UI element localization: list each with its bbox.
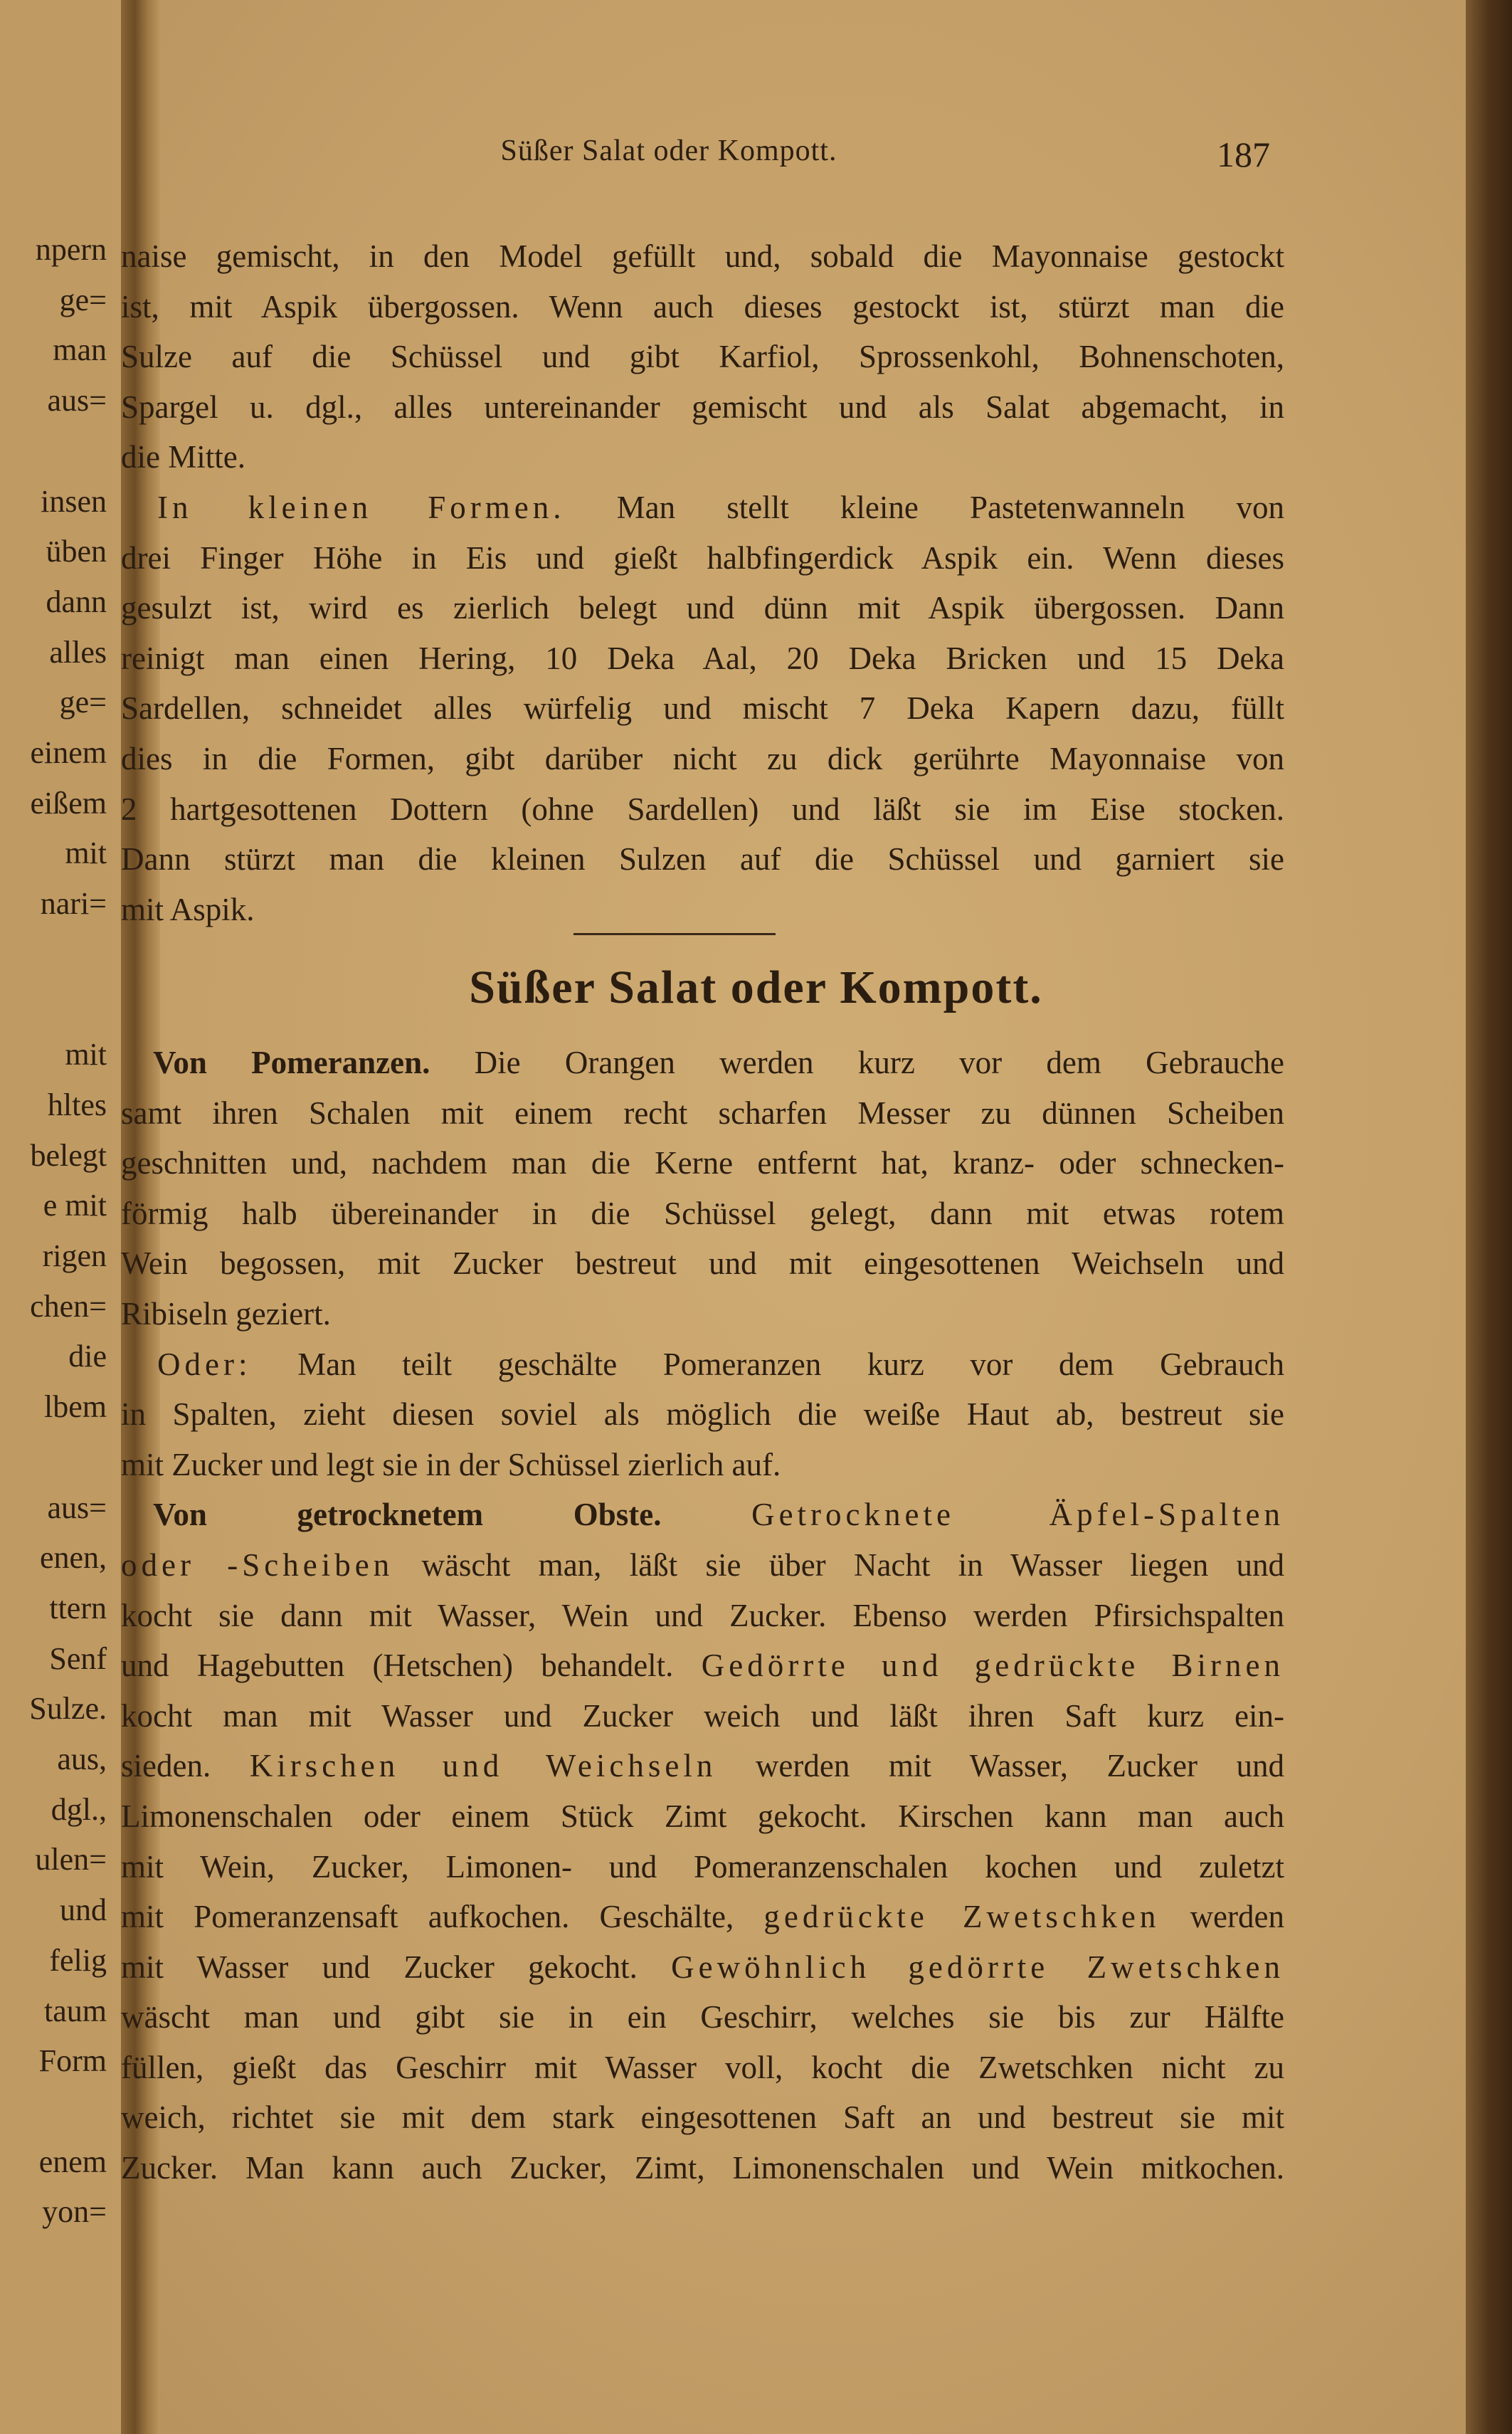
text-run: geschnitten und, nachdem man die Kerne entfernt hat, kranz- oder schnecken- xyxy=(121,1145,1284,1181)
fragment-line: alles xyxy=(49,634,107,670)
text-run: Ribiseln geziert. xyxy=(121,1295,331,1332)
running-title: Süßer Salat oder Kompott. xyxy=(500,135,837,167)
text-line xyxy=(121,784,1284,835)
text-line xyxy=(121,382,1284,433)
fragment-line: ge= xyxy=(59,282,107,317)
bold-run-in-heading: Von getrocknetem Obste. xyxy=(121,1497,662,1533)
text-line xyxy=(121,1238,1284,1289)
text-line xyxy=(121,1942,1284,1993)
spaced-emphasis: Kirschen und Weichseln xyxy=(249,1748,717,1784)
fragment-line: man xyxy=(53,332,107,368)
fragment-line: belegt xyxy=(30,1137,107,1173)
spaced-emphasis: gedrückte Zwetschken xyxy=(763,1899,1161,1935)
fragment-line: chen= xyxy=(30,1288,107,1324)
fragment-line: lbem xyxy=(44,1389,107,1425)
text-run: wäscht man und gibt sie in ein Geschirr, welches sie bis zur Hälfte xyxy=(121,1999,1284,2035)
text-line xyxy=(121,1791,1284,1842)
spaced-emphasis: Gewöhnlich gedörrte Zwetschken xyxy=(671,1949,1284,1985)
fragment-line: aus, xyxy=(57,1742,107,1776)
spaced-emphasis: Oder: xyxy=(121,1346,252,1382)
section-heading: Süßer Salat oder Kompott. xyxy=(469,962,1043,1013)
text-line xyxy=(121,1038,1284,1088)
text-run: kocht man mit Wasser und Zucker weich und läßt ihren Saft kurz ein- xyxy=(121,1697,1284,1734)
text-run: naise gemischt, in den Model gefüllt und, sobald die Mayonnaise gestockt xyxy=(121,238,1284,274)
text-run: drei Finger Höhe in Eis und gießt halbfingerdick Aspik ein. Wenn dieses xyxy=(121,539,1284,576)
fragment-line: ttern xyxy=(49,1590,107,1626)
spaced-emphasis: oder -Scheiben xyxy=(121,1547,394,1583)
text-run: Man stellt kleine Pastetenwanneln von xyxy=(565,489,1284,525)
text-line xyxy=(121,683,1284,734)
text-line xyxy=(121,2043,1284,2093)
fragment-line: insen xyxy=(41,483,107,519)
text-run: förmig halb übereinander in die Schüssel gelegt, dann mit etwas rotem xyxy=(121,1195,1284,1231)
text-run: sieden. xyxy=(121,1748,250,1784)
text-line xyxy=(121,734,1284,784)
text-line xyxy=(121,432,1284,483)
text-run: Spargel u. dgl., alles untereinander gemischt und als Salat abgemacht, in xyxy=(121,389,1284,425)
text-line xyxy=(121,1490,1284,1540)
fragment-line: eißem xyxy=(30,785,107,821)
text-run: Man teilt geschälte Pomeranzen kurz vor dem Gebrauch xyxy=(251,1346,1284,1382)
text-run: mit Wein, Zucker, Limonen- und Pomeranzenschalen kochen und zuletzt xyxy=(121,1848,1284,1885)
text-line xyxy=(121,1289,1284,1339)
text-line xyxy=(121,1992,1284,2043)
text-line xyxy=(121,1339,1284,1390)
text-line xyxy=(121,1892,1284,1942)
text-run: mit Pomeranzensaft aufkochen. Geschälte, xyxy=(121,1899,764,1935)
fragment-line: enem xyxy=(38,2144,107,2179)
fragment-line: aus= xyxy=(47,383,107,418)
text-run: Limonenschalen oder einem Stück Zimt gekocht. Kirschen kann man auch xyxy=(121,1798,1284,1834)
text-run: Dann stürzt man die kleinen Sulzen auf die Schüssel und garniert sie xyxy=(121,841,1284,878)
text-run: werden xyxy=(1160,1899,1284,1935)
text-run: füllen, gießt das Geschirr mit Wasser voll, kocht die Zwetschken nicht zu xyxy=(121,2049,1284,2085)
page-edge xyxy=(1466,0,1512,2434)
text-run: in Spalten, zieht diesen soviel als möglich die weiße Haut ab, bestreut sie xyxy=(121,1396,1284,1433)
fragment-line: npern xyxy=(35,232,107,267)
spaced-emphasis: Gedörrte und gedrückte Birnen xyxy=(701,1648,1284,1684)
fragment-line: aus= xyxy=(47,1490,107,1525)
text-run: Zucker. Man kann auch Zucker, Zimt, Limonenschalen und Wein mitkochen. xyxy=(121,2150,1284,2186)
text-line xyxy=(121,2143,1284,2193)
text-line xyxy=(121,1189,1284,1239)
fragment-line: üben xyxy=(46,534,107,569)
fragment-line: ge= xyxy=(59,685,107,720)
fragment-line: mit xyxy=(65,836,107,871)
text-run xyxy=(661,1497,751,1532)
fragment-line: felig xyxy=(49,1942,107,1978)
spaced-emphasis: In kleinen Formen. xyxy=(121,489,566,525)
page-header xyxy=(0,134,1512,177)
text-line xyxy=(121,1691,1284,1742)
text-line xyxy=(121,1440,1284,1490)
text-line xyxy=(121,885,1284,935)
text-line xyxy=(121,1591,1284,1641)
text-run: Sardellen, schneidet alles würfelig und mischt 7 Deka Kapern dazu, füllt xyxy=(121,690,1284,727)
text-run: ist, mit Aspik übergossen. Wenn auch dieses gestockt ist, stürzt man die xyxy=(121,288,1284,325)
text-line xyxy=(121,834,1284,885)
text-run: mit Wasser und Zucker gekocht. xyxy=(121,1949,672,1985)
section-divider xyxy=(573,933,776,935)
text-line xyxy=(121,633,1284,684)
fragment-line: yon= xyxy=(42,2194,107,2230)
fragment-line: und xyxy=(60,1892,107,1928)
bold-run-in-heading: Von Pomeranzen. xyxy=(121,1045,430,1080)
text-run: die Mitte. xyxy=(121,439,245,475)
text-line xyxy=(121,1389,1284,1440)
page-number: 187 xyxy=(1217,135,1270,174)
text-line xyxy=(121,282,1284,332)
text-line xyxy=(121,1640,1284,1691)
text-line xyxy=(121,1138,1284,1189)
fragment-line: Sulze. xyxy=(29,1691,107,1727)
text-run: reinigt man einen Hering, 10 Deka Aal, 20 Deka Bricken und 15 Deka xyxy=(121,640,1284,676)
text-run: weich, richtet sie mit dem stark eingesottenen Saft an und bestreut sie mit xyxy=(121,2100,1284,2136)
spaced-emphasis: Getrocknete Äpfel-Spalten xyxy=(751,1497,1284,1533)
text-line xyxy=(121,533,1284,584)
fragment-line: die xyxy=(68,1339,107,1374)
fragment-line: enen, xyxy=(39,1540,107,1576)
text-line xyxy=(121,231,1284,282)
fragment-line: nari= xyxy=(40,886,107,922)
text-block-section xyxy=(121,1038,1284,2193)
text-run: werden mit Wasser, Zucker und xyxy=(717,1748,1284,1784)
text-run: dies in die Formen, gibt darüber nicht zu dick gerührte Mayonnaise von xyxy=(121,740,1284,776)
text-run: Die Orangen werden kurz vor dem Gebrauche xyxy=(430,1045,1284,1080)
text-line xyxy=(121,1741,1284,1791)
fragment-line: e mit xyxy=(43,1188,107,1223)
text-line xyxy=(121,2092,1284,2143)
text-run: und Hagebutten (Hetschen) behandelt. xyxy=(121,1648,702,1684)
text-run: samt ihren Schalen mit einem recht scharfen Messer zu dünnen Scheiben xyxy=(121,1095,1284,1131)
fragment-line: rigen xyxy=(42,1238,107,1273)
text-run: mit Aspik. xyxy=(121,891,255,927)
text-run: 2 hartgesottenen Dottern (ohne Sardellen) und läßt sie im Eise stocken. xyxy=(121,791,1284,827)
text-line xyxy=(121,332,1284,382)
text-line xyxy=(121,1842,1284,1892)
text-run: mit Zucker und legt sie in der Schüssel zierlich auf. xyxy=(121,1446,781,1482)
fragment-line: dann xyxy=(46,584,107,619)
fragment-line: Form xyxy=(38,2043,107,2079)
text-line xyxy=(121,583,1284,633)
text-line xyxy=(121,483,1284,533)
text-block-top xyxy=(121,231,1284,934)
text-run: kocht sie dann mit Wasser, Wein und Zucker. Ebenso werden Pfirsichspalten xyxy=(121,1597,1284,1633)
fragment-line: hltes xyxy=(47,1087,107,1122)
text-run: gesulzt ist, wird es zierlich belegt und dünn mit Aspik übergossen. Dann xyxy=(121,590,1284,626)
fragment-line: einem xyxy=(30,735,107,770)
fragment-line: taum xyxy=(44,1993,107,2028)
text-run: Wein begossen, mit Zucker bestreut und mit eingesottenen Weichseln und xyxy=(121,1245,1284,1282)
text-line xyxy=(121,1088,1284,1139)
fragment-line: Senf xyxy=(49,1640,107,1676)
fragment-line: dgl., xyxy=(51,1791,107,1827)
text-run: Sulze auf die Schüssel und gibt Karfiol, Sprossenkohl, Bohnenschoten, xyxy=(121,339,1284,375)
text-line xyxy=(121,1540,1284,1591)
text-run: wäscht man, läßt sie über Nacht in Wasser liegen und xyxy=(393,1547,1284,1583)
fragment-line: ulen= xyxy=(35,1842,107,1877)
fragment-line: mit xyxy=(65,1037,107,1073)
